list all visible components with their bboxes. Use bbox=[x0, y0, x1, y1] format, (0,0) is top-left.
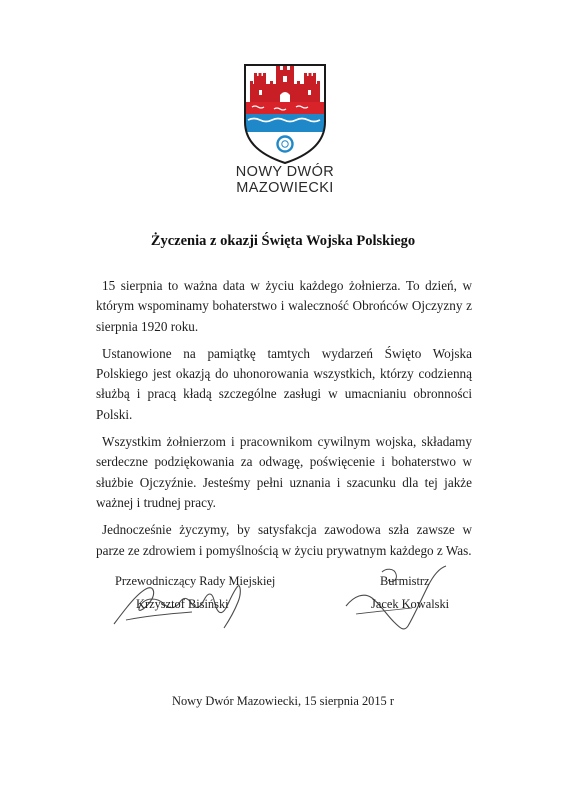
letter-body bbox=[96, 276, 472, 568]
paragraph-1: 15 sierpnia to ważna data w życiu każdego żołnierza. To dzień, w którym wspominamy bohaterstwo i waleczność Obrońców Ojczyzny z sierpnia 1920 roku. bbox=[96, 278, 472, 334]
right-signatory-role: Burmistrz bbox=[380, 574, 430, 588]
paragraph-2: Ustanowione na pamiątkę tamtych wydarzeń Święto Wojska Polskiego jest okazją do uhonorowania wszystkich, którzy codzienną służbą i pracą kładą szczególne zasługi w umacnianiu obronności Polski. bbox=[96, 345, 472, 422]
city-name-line-1: NOWY DWÓR bbox=[235, 164, 335, 180]
paragraph-3: Wszystkim żołnierzom i pracownikom cywilnym wojska, składamy serdeczne podziękowania za odwagę, poświęcenie i bohaterstwo w służbie Ojczyźnie. Jesteśmy pełni uznania i szacunku dla tej jakże ważnej i trudnej pracy. bbox=[96, 434, 472, 510]
left-signatory-name: Krzysztof Bisiński bbox=[136, 597, 229, 611]
letter-title: Życzenia z okazji Święta Wojska Polskiego bbox=[150, 233, 416, 249]
paragraph-4: Jednocześnie życzymy, by satysfakcja zawodowa szła zawsze w parze ze zdrowiem i pomyślnością w życiu prywatnym każdego z Was. bbox=[96, 522, 472, 558]
city-name-line-2: MAZOWIECKI bbox=[236, 180, 334, 196]
right-signatory-name: Jacek Kowalski bbox=[371, 597, 450, 611]
place-and-date: Nowy Dwór Mazowiecki, 15 sierpnia 2015 r bbox=[172, 694, 394, 708]
coat-of-arms-icon bbox=[244, 64, 326, 164]
left-signatory-role: Przewodniczący Rady Miejskiej bbox=[115, 574, 276, 588]
